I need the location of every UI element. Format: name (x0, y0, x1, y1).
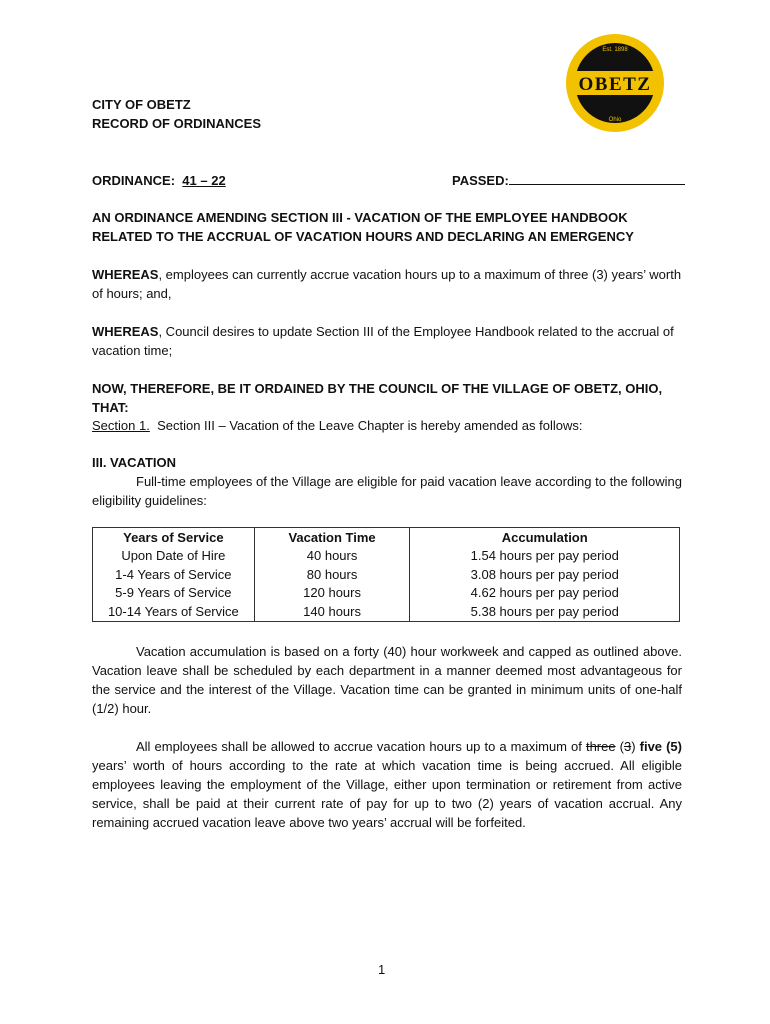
table-row (93, 565, 680, 584)
table-cell: 10-14 Years of Service (93, 602, 255, 621)
whereas-lead-1: WHEREAS (92, 267, 159, 282)
passed-line (452, 171, 685, 190)
table-cell: 1.54 hours per pay period (410, 547, 680, 566)
whereas-lead-2: WHEREAS (92, 324, 159, 339)
section-1-text: Section III – Vacation of the Leave Chapter is hereby amended as follows: (157, 418, 583, 433)
table-row (93, 584, 680, 603)
ordinance-title: AN ORDINANCE AMENDING SECTION III - VACATION OF THE EMPLOYEE HANDBOOK RELATED TO THE ACCRUAL OF VACATION HOURS AND DECLARING AN EMERGENCY (92, 210, 634, 244)
table-cell: 40 hours (254, 547, 410, 566)
accrual-text-after: years’ worth of hours according to the rate at which vacation time is being accrued. All eligible employees leaving the employment of the Village, either upon termination or retirement from active service, shall be paid at their current rate of pay for up to two (2) years of vacation accrual. Any remaining accrued vacation leave above two years’ accrual will be forfeited. (92, 758, 682, 830)
struck-open: ( (615, 739, 624, 754)
new-max-years: five (5) (635, 739, 682, 754)
vacation-heading: III. VACATION (92, 455, 177, 470)
vacation-intro: Full-time employees of the Village are eligible for paid vacation leave according to the following eligibility guidelines: (92, 474, 682, 508)
passed-blank (509, 171, 685, 185)
struck-close: ) (631, 739, 636, 754)
city-header: CITY OF OBETZ (92, 97, 191, 112)
table-cell: 5.38 hours per pay period (410, 602, 680, 621)
struck-word: three (585, 739, 616, 754)
vacation-table (92, 527, 680, 622)
seal-top-text: Est. 1898 (602, 47, 628, 53)
header-accumulation: Accumulation (410, 528, 680, 547)
now-therefore-clause: NOW, THEREFORE, BE IT ORDAINED BY THE COUNCIL OF THE VILLAGE OF OBETZ, OHIO, THAT: (92, 381, 663, 415)
header-vacation-time: Vacation Time (254, 528, 410, 547)
accrual-paragraph (92, 737, 682, 832)
page-number: 1 (378, 962, 386, 977)
whereas-text-1: , employees can currently accrue vacation hours up to a maximum of three (3) years’ worth of hours; and, (92, 267, 682, 301)
whereas-paragraph-1 (92, 265, 682, 303)
passed-label: PASSED: (452, 173, 509, 188)
section-1-label: Section 1. (92, 418, 150, 433)
struck-number: 3 (624, 739, 632, 754)
ordinance-number: 41 – 22 (182, 173, 226, 188)
ordinance-line (92, 171, 324, 190)
whereas-paragraph-2 (92, 322, 682, 360)
seal-bottom-text: Ohio (608, 117, 622, 123)
table-cell: 80 hours (254, 565, 410, 584)
section-1 (92, 416, 682, 435)
table-header-row (93, 528, 680, 547)
table-cell: 3.08 hours per pay period (410, 565, 680, 584)
table-row (93, 547, 680, 566)
table-cell: 140 hours (254, 602, 410, 621)
record-header: RECORD OF ORDINANCES (92, 116, 262, 131)
table-cell: 120 hours (254, 584, 410, 603)
seal-name: OBETZ (578, 74, 652, 95)
ordinance-label: ORDINANCE: (92, 173, 176, 188)
accumulation-paragraph: Vacation accumulation is based on a forty (40) hour workweek and capped as outlined above. Vacation leave shall be scheduled by each department in a manner deemed most advantageous for the service and the interest of the Village. Vacation time can be granted in minimum units of one-half (1/2) hour. (92, 644, 682, 716)
header-years-of-service: Years of Service (93, 528, 255, 547)
obetz-seal-logo (565, 33, 665, 133)
table-cell: 5-9 Years of Service (93, 584, 255, 603)
table-cell: 1-4 Years of Service (93, 565, 255, 584)
table-cell: Upon Date of Hire (93, 547, 255, 566)
accrual-text-before: All employees shall be allowed to accrue vacation hours up to a maximum of (136, 739, 586, 754)
table-cell: 4.62 hours per pay period (410, 584, 680, 603)
table-row (93, 602, 680, 621)
whereas-text-2: , Council desires to update Section III of the Employee Handbook related to the accrual of vacation time; (92, 324, 674, 358)
